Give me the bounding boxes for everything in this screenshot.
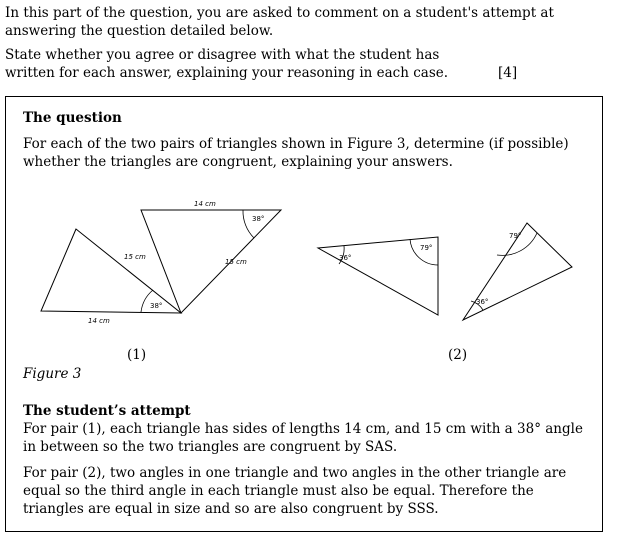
pair-1-label: (1) [127,347,147,363]
attempt-paragraph-1: For pair (1), each triangle has sides of lengths 14 cm, and 15 cm with a 38° angle in between so the two triangles are congruent by SAS. [23,421,583,455]
t1-side-a-label: 15 cm [124,253,146,261]
t3-angle-b-label: 79° [420,244,433,252]
pair-2-label: (2) [448,347,468,363]
t2-side-a-label: 14 cm [194,200,216,208]
marks-label: [4] [498,65,518,81]
t1-side-b-label: 14 cm [88,317,110,325]
question-box [5,96,603,532]
attempt-paragraph-2: For pair (2), two angles in one triangle and two angles in the other triangle are equal so the third angle in each triangle must also be equal. Therefore the triangles are equal in size and so are also congruent by SSS. [23,465,567,517]
triangle-1 [41,229,181,325]
t1-angle-label: 38° [150,302,163,310]
question-body: For each of the two pairs of triangles shown in Figure 3, determine (if possible) whether the triangles are congruent, explaining your answers. [23,136,569,170]
figure-caption: Figure 3 [23,366,82,382]
figure-3 [6,97,604,397]
triangle-4 [463,223,572,320]
t2-angle-label: 38° [252,215,265,223]
t3-angle-a-label: 36° [339,254,352,262]
triangle-3 [318,237,438,315]
t2-side-b-label: 15 cm [225,258,247,266]
intro-paragraph-1: In this part of the question, you are asked to comment on a student's attempt at answering the question detailed below. [5,5,554,39]
attempt-title: The student’s attempt [23,403,191,419]
t4-angle-a-label: 79° [509,232,522,240]
t4-angle-b-label: 36° [476,298,489,306]
question-title: The question [23,110,122,126]
intro-paragraph-2: State whether you agree or disagree with what the student has written for each answer, explaining your reasoning in each case. [5,47,449,81]
triangle-2 [141,200,281,313]
